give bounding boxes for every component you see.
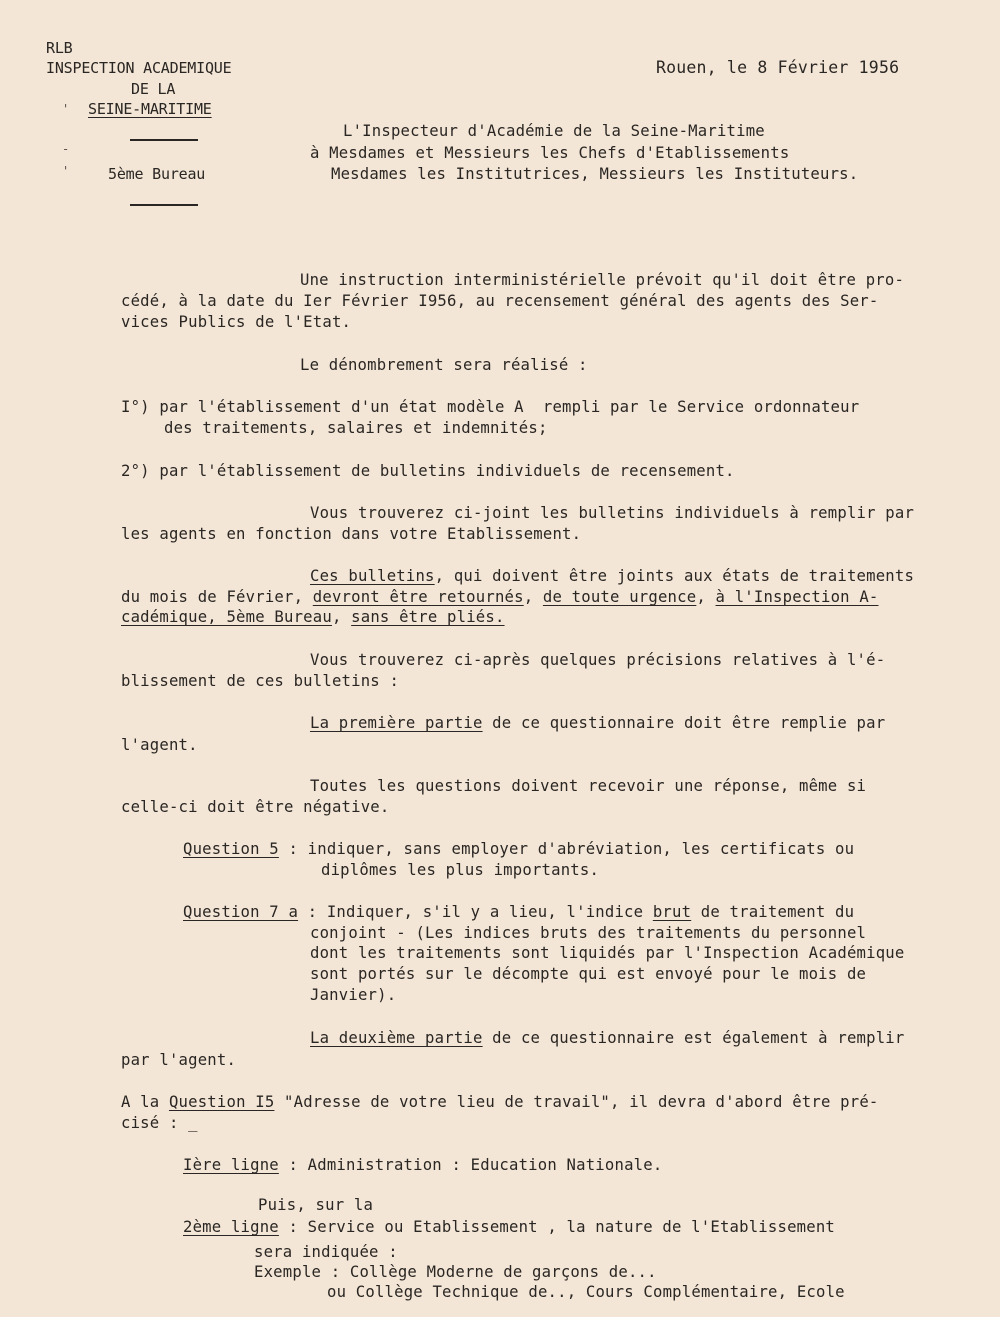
example-line: ou Collège Technique de.., Cours Complémentaire, Ecole xyxy=(327,1283,845,1301)
paragraph-line: Une instruction interministérielle prévoit qu'il doit être pro- xyxy=(300,271,905,289)
paragraph-line: celle-ci doit être négative. xyxy=(121,798,390,816)
underlined-word: brut xyxy=(652,903,692,921)
paragraph-line: Puis, sur la xyxy=(258,1196,374,1214)
recipient-line2: Mesdames les Institutrices, Messieurs les Instituteurs. xyxy=(331,165,859,183)
example-line: Exemple : Collège Moderne de garçons de... xyxy=(254,1263,657,1281)
question-7a-continuation: dont les traitements sont liquidés par l'Inspection Académique xyxy=(310,944,905,962)
margin-mark: - xyxy=(62,142,70,156)
header-divider-top xyxy=(130,139,198,141)
margin-mark: ' xyxy=(62,164,70,178)
paragraph-line: l'agent. xyxy=(121,736,198,754)
underlined-phrase: La première partie xyxy=(310,714,483,732)
list-item-continuation: des traitements, salaires et indemnités; xyxy=(164,419,548,437)
paragraph-line: Ces bulletins, qui doivent être joints aux états de traitements xyxy=(310,567,915,585)
question-label: Question I5 xyxy=(168,1093,275,1111)
question-7a-continuation: conjoint - (Les indices bruts des traitements du personnel xyxy=(310,924,867,942)
second-line-instruction: 2ème ligne : Service ou Etablissement , la nature de l'Etablissement xyxy=(183,1218,836,1236)
paragraph-line: par l'agent. xyxy=(121,1051,237,1069)
question-7a-continuation: sont portés sur le décompte qui est envoyé pour le mois de xyxy=(310,965,867,983)
paragraph-line: vices Publics de l'Etat. xyxy=(121,313,352,331)
issuer-line3: SEINE-MARITIME xyxy=(88,100,212,118)
list-item: 2°) par l'établissement de bulletins individuels de recensement. xyxy=(121,462,735,480)
sender-line: L'Inspecteur d'Académie de la Seine-Maritime xyxy=(343,122,765,140)
paragraph-line: blissement de ces bulletins : xyxy=(121,672,400,690)
question-label: Question 5 xyxy=(183,840,279,858)
question-15-line: A la Question I5 "Adresse de votre lieu de travail", il devra d'abord être pré- xyxy=(121,1093,879,1111)
paragraph-line: Toutes les questions doivent recevoir une réponse, même si xyxy=(310,777,867,795)
underlined-phrase: devront être retournés xyxy=(312,588,524,606)
underlined-phrase: La deuxième partie xyxy=(310,1029,483,1047)
issuer-line2: DE LA xyxy=(131,80,176,98)
paragraph-line: Le dénombrement sera réalisé : xyxy=(300,356,588,374)
underlined-phrase: de toute urgence xyxy=(542,588,697,606)
line-label: 2ème ligne xyxy=(183,1218,279,1236)
question-7a-line: Question 7 a : Indiquer, s'il y a lieu, l'indice brut de traitement du xyxy=(183,903,855,921)
margin-mark: ' xyxy=(62,102,70,116)
paragraph-line: du mois de Février, devront être retournés, de toute urgence, à l'Inspection A- xyxy=(121,588,879,606)
question-5-line: Question 5 : indiquer, sans employer d'abréviation, les certificats ou xyxy=(183,840,855,858)
line-label: Ière ligne xyxy=(183,1156,279,1174)
reference-code: RLB xyxy=(46,39,73,57)
issuer-line1: INSPECTION ACADEMIQUE xyxy=(46,59,232,77)
underlined-phrase: cadémique, 5ème Bureau xyxy=(121,608,332,626)
recipient-line1: à Mesdames et Messieurs les Chefs d'Etablissements xyxy=(310,144,790,162)
paragraph-line: les agents en fonction dans votre Etablissement. xyxy=(121,525,582,543)
question-5-continuation: diplômes les plus importants. xyxy=(321,861,600,879)
paragraph-line: La première partie de ce questionnaire doit être remplie par xyxy=(310,714,886,732)
question-7a-continuation: Janvier). xyxy=(310,986,397,1004)
question-label: Question 7 a xyxy=(183,903,299,921)
paragraph-line: Vous trouverez ci-après quelques précisions relatives à l'é- xyxy=(310,651,886,669)
paragraph-line: cédé, à la date du Ier Février I956, au recensement général des agents des Ser- xyxy=(121,292,879,310)
place-and-date: Rouen, le 8 Février 1956 xyxy=(656,58,900,77)
underlined-phrase: sans être pliés. xyxy=(351,608,505,626)
question-15-continuation: cisé : _ xyxy=(121,1114,198,1132)
underlined-phrase: à l'Inspection A- xyxy=(715,588,879,606)
paragraph-line: La deuxième partie de ce questionnaire est également à remplir xyxy=(310,1029,905,1047)
header-divider-bottom xyxy=(130,204,198,206)
list-item: I°) par l'établissement d'un état modèle A rempli par le Service ordonnateur xyxy=(121,398,860,416)
bureau-label: 5ème Bureau xyxy=(108,165,206,183)
paragraph-line: sera indiquée : xyxy=(254,1243,398,1261)
underlined-phrase: Ces bulletins xyxy=(310,567,435,585)
paragraph-line: cadémique, 5ème Bureau, sans être pliés. xyxy=(121,608,505,626)
paragraph-line: Vous trouverez ci-joint les bulletins individuels à remplir par xyxy=(310,504,915,522)
first-line-instruction: Ière ligne : Administration : Education Nationale. xyxy=(183,1156,663,1174)
